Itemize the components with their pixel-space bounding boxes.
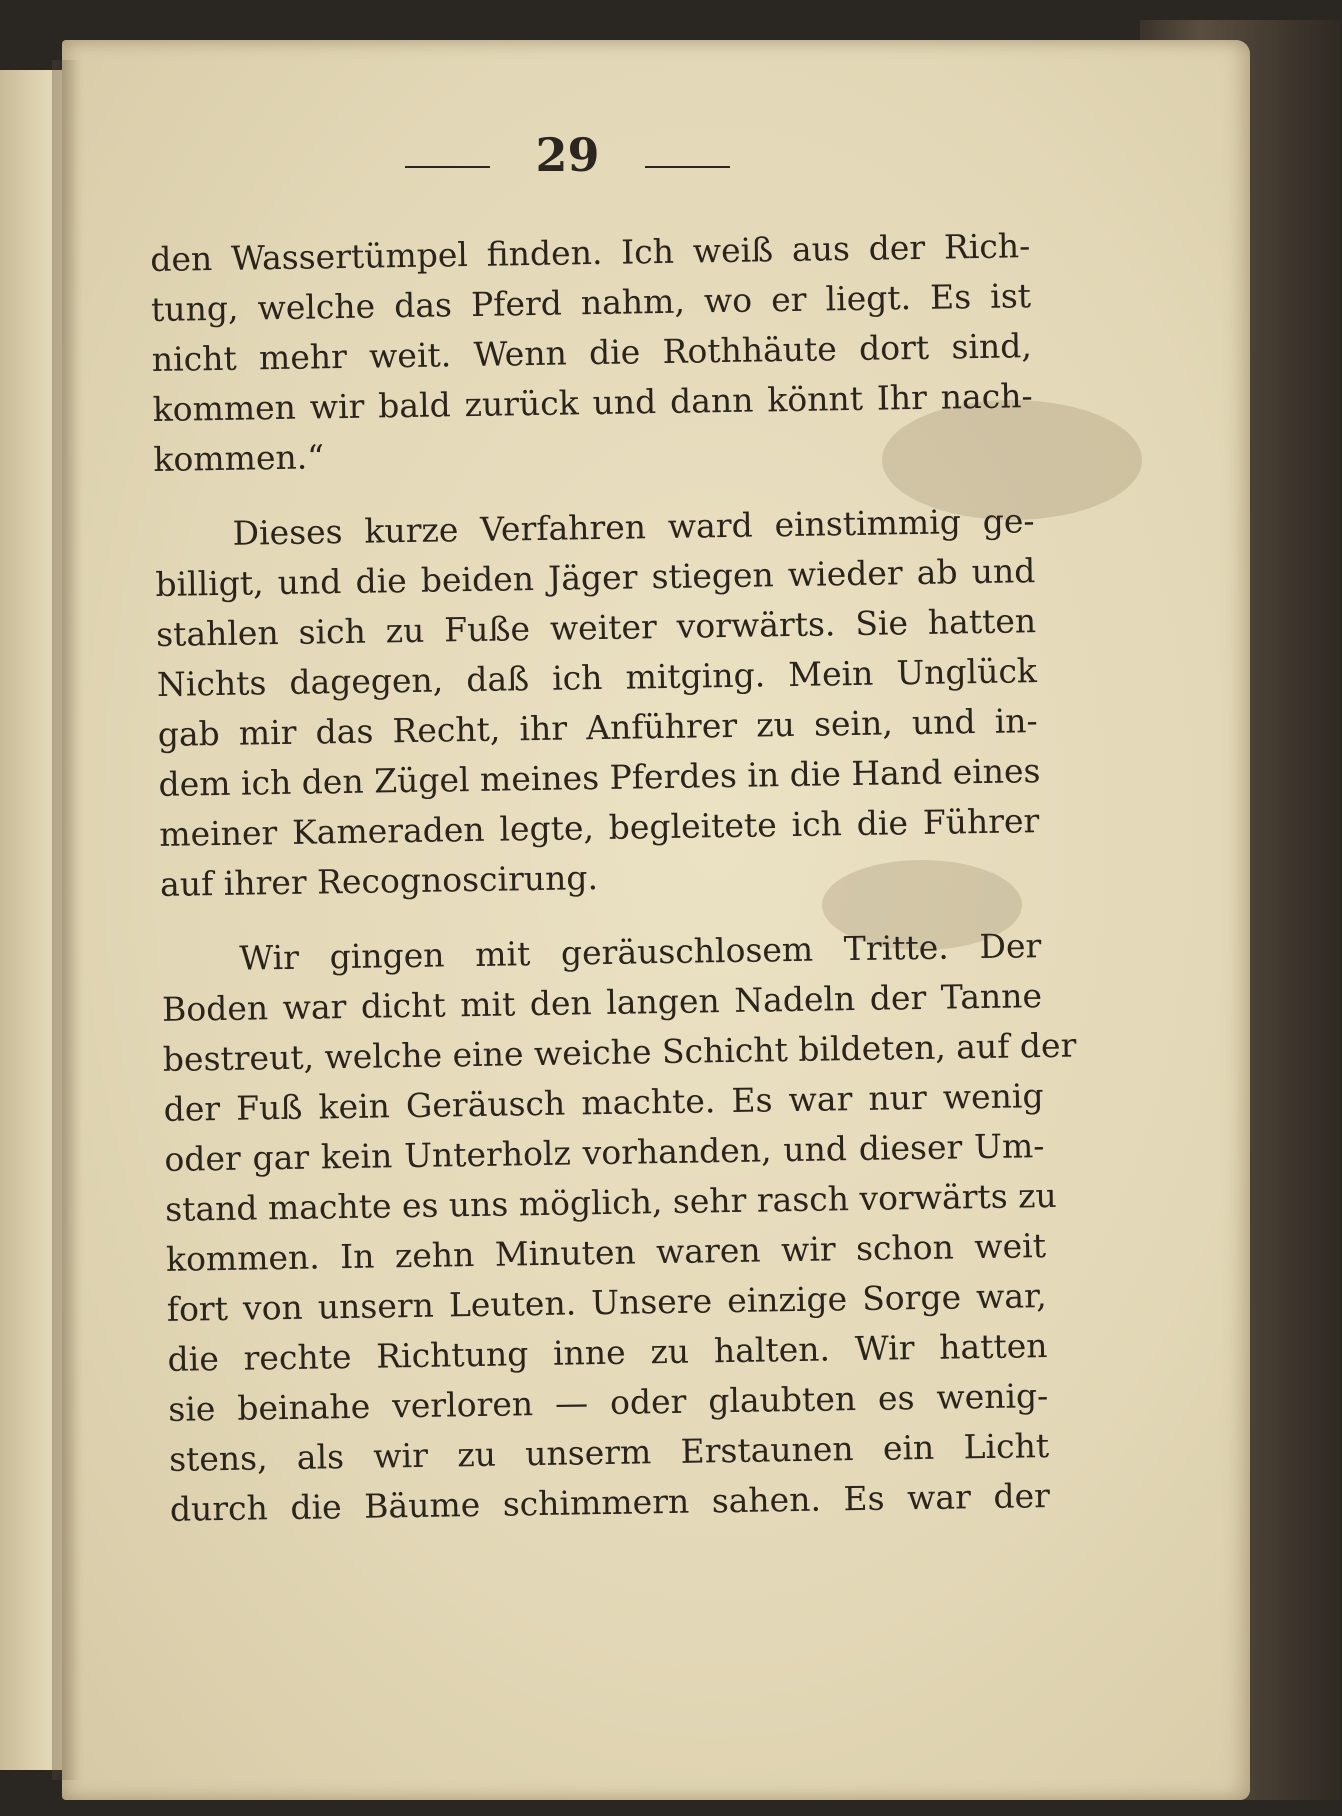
text-line: kommen wir bald zurück und dann könnt Ihr nach- [152,376,1033,429]
header-rule-right [645,166,730,168]
page-gutter [52,60,82,1780]
text-line: den Wassertümpel finden. Ich weiß aus der Rich- [150,226,1031,279]
text-line: gab mir das Recht, ihr Anführer zu sein, und in- [157,701,1038,754]
text-line: Nichts dagegen, daß ich mitging. Mein Unglück [156,651,1038,704]
text-line: auf ihrer Recognoscirung. [159,858,599,904]
text-line: Wir gingen mit geräuschlosem Tritte. Der [238,926,1042,978]
text-line: die rechte Richtung inne zu halten. Wir hatten [167,1326,1048,1379]
text-line: stens, als wir zu unserm Erstaunen ein Licht [168,1426,1050,1479]
page-number: 29 [535,128,600,182]
text-line: oder gar kein Unterholz vorhanden, und dieser Um- [164,1126,1045,1179]
text-line: der Fuß kein Geräusch machte. Es war nur wenig [163,1076,1044,1129]
text-line: billigt, und die beiden Jäger stiegen wieder ab und [155,551,1036,604]
text-line: kommen. In zehn Minuten waren wir schon weit [165,1226,1047,1279]
text-line: durch die Bäume schimmern sahen. Es war der [169,1476,1051,1529]
text-line: Boden war dicht mit den langen Nadeln der Tanne [161,976,1043,1029]
text-line: stand machte es uns möglich, sehr rasch vorwärts zu [164,1175,1058,1229]
text-line: kommen.“ [153,437,325,479]
text-line: tung, welche das Pferd nahm, wo er liegt. Es ist [150,276,1032,329]
text-line: stahlen sich zu Fuße weiter vorwärts. Sie hatten [155,601,1037,654]
page-header [340,128,740,188]
text-line: fort von unsern Leuten. Unsere einzige Sorge war, [166,1276,1047,1329]
text-line: sie beinahe verloren — oder glaubten es wenig- [168,1376,1049,1429]
text-line: Dieses kurze Verfahren ward einstimmig ge- [232,501,1035,553]
text-line: meiner Kameraden legte, begleitete ich die Führer [159,801,1040,854]
header-rule-left [405,166,490,168]
text-line: dem ich den Zügel meines Pferdes in die Hand eines [158,751,1041,804]
text-line: bestreut, welche eine weiche Schicht bildeten, auf der [162,1025,1077,1079]
text-line: nicht mehr weit. Wenn die Rothhäute dort sind, [151,326,1033,379]
